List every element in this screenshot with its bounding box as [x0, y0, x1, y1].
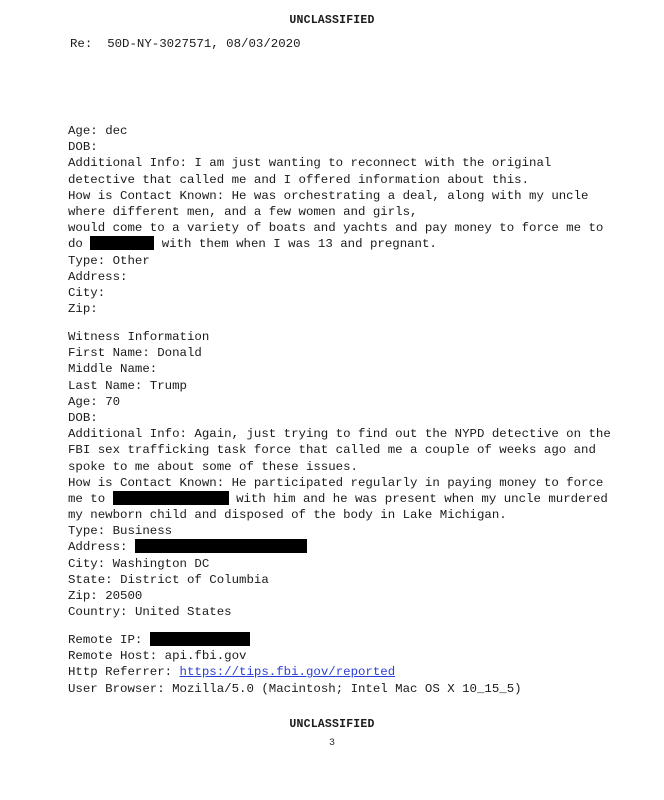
complainant-city-row: [68, 285, 608, 301]
reference-line: [70, 37, 301, 51]
type-label: Type:: [68, 253, 106, 268]
browser-label: User Browser:: [68, 681, 165, 696]
witness-additional-info-line: FBI sex trafficking task force that called me a couple of weeks ago and: [68, 443, 596, 458]
age-value: 70: [105, 394, 121, 409]
first-name-label: First Name:: [68, 346, 150, 361]
complainant-dob-row: [68, 139, 608, 155]
remote-host-row: [68, 648, 608, 664]
middle-name-label: Middle Name:: [68, 362, 158, 377]
page-number: 3: [328, 738, 335, 749]
complainant-address-row: [68, 269, 608, 285]
last-name-label: Last Name:: [68, 378, 143, 393]
witness-additional-info-line: Additional Info: Again, just trying to find out the NYPD detective on the: [68, 427, 611, 442]
reference-prefix: Re:: [70, 37, 93, 51]
remote-ip-row: [68, 632, 608, 648]
type-value: Other: [112, 253, 150, 268]
age-label: Age:: [68, 124, 98, 138]
complainant-additional-info-line: detective that called me and I offered information about this.: [68, 172, 530, 187]
classification-header: UNCLASSIFIED: [289, 14, 375, 27]
last-name-value: Trump: [149, 378, 187, 393]
contact-text-post: with them when I was 13 and pregnant.: [161, 237, 437, 252]
state-value: District of Columbia: [120, 572, 269, 587]
contact-text-pre: do: [68, 237, 83, 252]
dob-label: DOB:: [68, 140, 98, 155]
technical-section: [68, 632, 608, 697]
zip-value: 20500: [105, 589, 143, 603]
witness-type-row: [68, 523, 608, 539]
state-label: State:: [68, 572, 113, 587]
zip-label: Zip:: [68, 589, 98, 603]
first-name-value: Donald: [157, 346, 202, 361]
complainant-contact-line: where different men, and a few women and girls,: [68, 204, 418, 219]
redaction-block: [150, 632, 250, 646]
witness-address-row: [68, 539, 608, 555]
witness-zip-row: [68, 588, 608, 604]
http-referrer-row: [68, 664, 608, 680]
address-label: Address:: [68, 540, 128, 555]
redaction-block: [135, 539, 307, 553]
referrer-label: Http Referrer:: [68, 665, 173, 680]
redaction-block: [113, 491, 229, 505]
witness-additional-info-line: spoke to me about some of these issues.: [68, 459, 358, 474]
city-label: City:: [68, 556, 106, 571]
witness-section: [68, 329, 611, 620]
witness-last-name-row: [68, 378, 608, 394]
witness-state-row: [68, 572, 608, 588]
witness-age-row: [68, 394, 608, 410]
age-value: dec: [105, 124, 128, 138]
classification-footer: UNCLASSIFIED: [289, 718, 375, 731]
country-value: United States: [134, 605, 232, 620]
witness-city-row: [68, 556, 608, 572]
witness-contact-line: [68, 491, 608, 507]
remote-host-label: Remote Host:: [68, 649, 158, 664]
contact-text-pre: me to: [68, 491, 106, 506]
complainant-zip-row: [68, 301, 608, 317]
dob-label: DOB:: [68, 410, 98, 425]
type-value: Business: [112, 524, 173, 539]
witness-country-row: [68, 604, 608, 620]
witness-middle-name-row: [68, 361, 608, 377]
type-label: Type:: [68, 524, 106, 539]
complainant-age-row: [68, 123, 608, 139]
country-label: Country:: [68, 605, 128, 620]
complainant-contact-line: would come to a variety of boats and yachts and pay money to force me to: [68, 221, 604, 236]
redaction-block: [90, 236, 154, 250]
witness-contact-line: my newborn child and disposed of the body in Lake Michigan.: [68, 508, 507, 523]
city-label: City:: [68, 285, 106, 300]
address-label: Address:: [68, 269, 128, 284]
witness-section-title: Witness Information: [68, 330, 210, 344]
user-browser-row: [68, 681, 608, 697]
complainant-contact-line: How is Contact Known: He was orchestrating a deal, along with my uncle: [68, 188, 589, 203]
age-label: Age:: [68, 394, 98, 409]
city-value: Washington DC: [112, 556, 210, 571]
witness-dob-row: [68, 410, 608, 426]
contact-text-post: with him and he was present when my uncle murdered: [236, 491, 608, 506]
complainant-section: [68, 123, 608, 317]
reference-value: 50D-NY-3027571, 08/03/2020: [107, 37, 301, 51]
browser-value: Mozilla/5.0 (Macintosh; Intel Mac OS X 10_15_5): [172, 681, 522, 696]
complainant-contact-line: [68, 236, 608, 252]
remote-host-value: api.fbi.gov: [164, 649, 247, 664]
complainant-additional-info-line: Additional Info: I am just wanting to reconnect with the original: [68, 156, 552, 171]
remote-ip-label: Remote IP:: [68, 633, 143, 647]
complainant-type-row: [68, 253, 608, 269]
witness-contact-line: How is Contact Known: He participated regularly in paying money to force: [68, 475, 604, 490]
referrer-link[interactable]: https://tips.fbi.gov/reported: [179, 665, 396, 680]
witness-first-name-row: [68, 345, 608, 361]
zip-label: Zip:: [68, 302, 98, 317]
